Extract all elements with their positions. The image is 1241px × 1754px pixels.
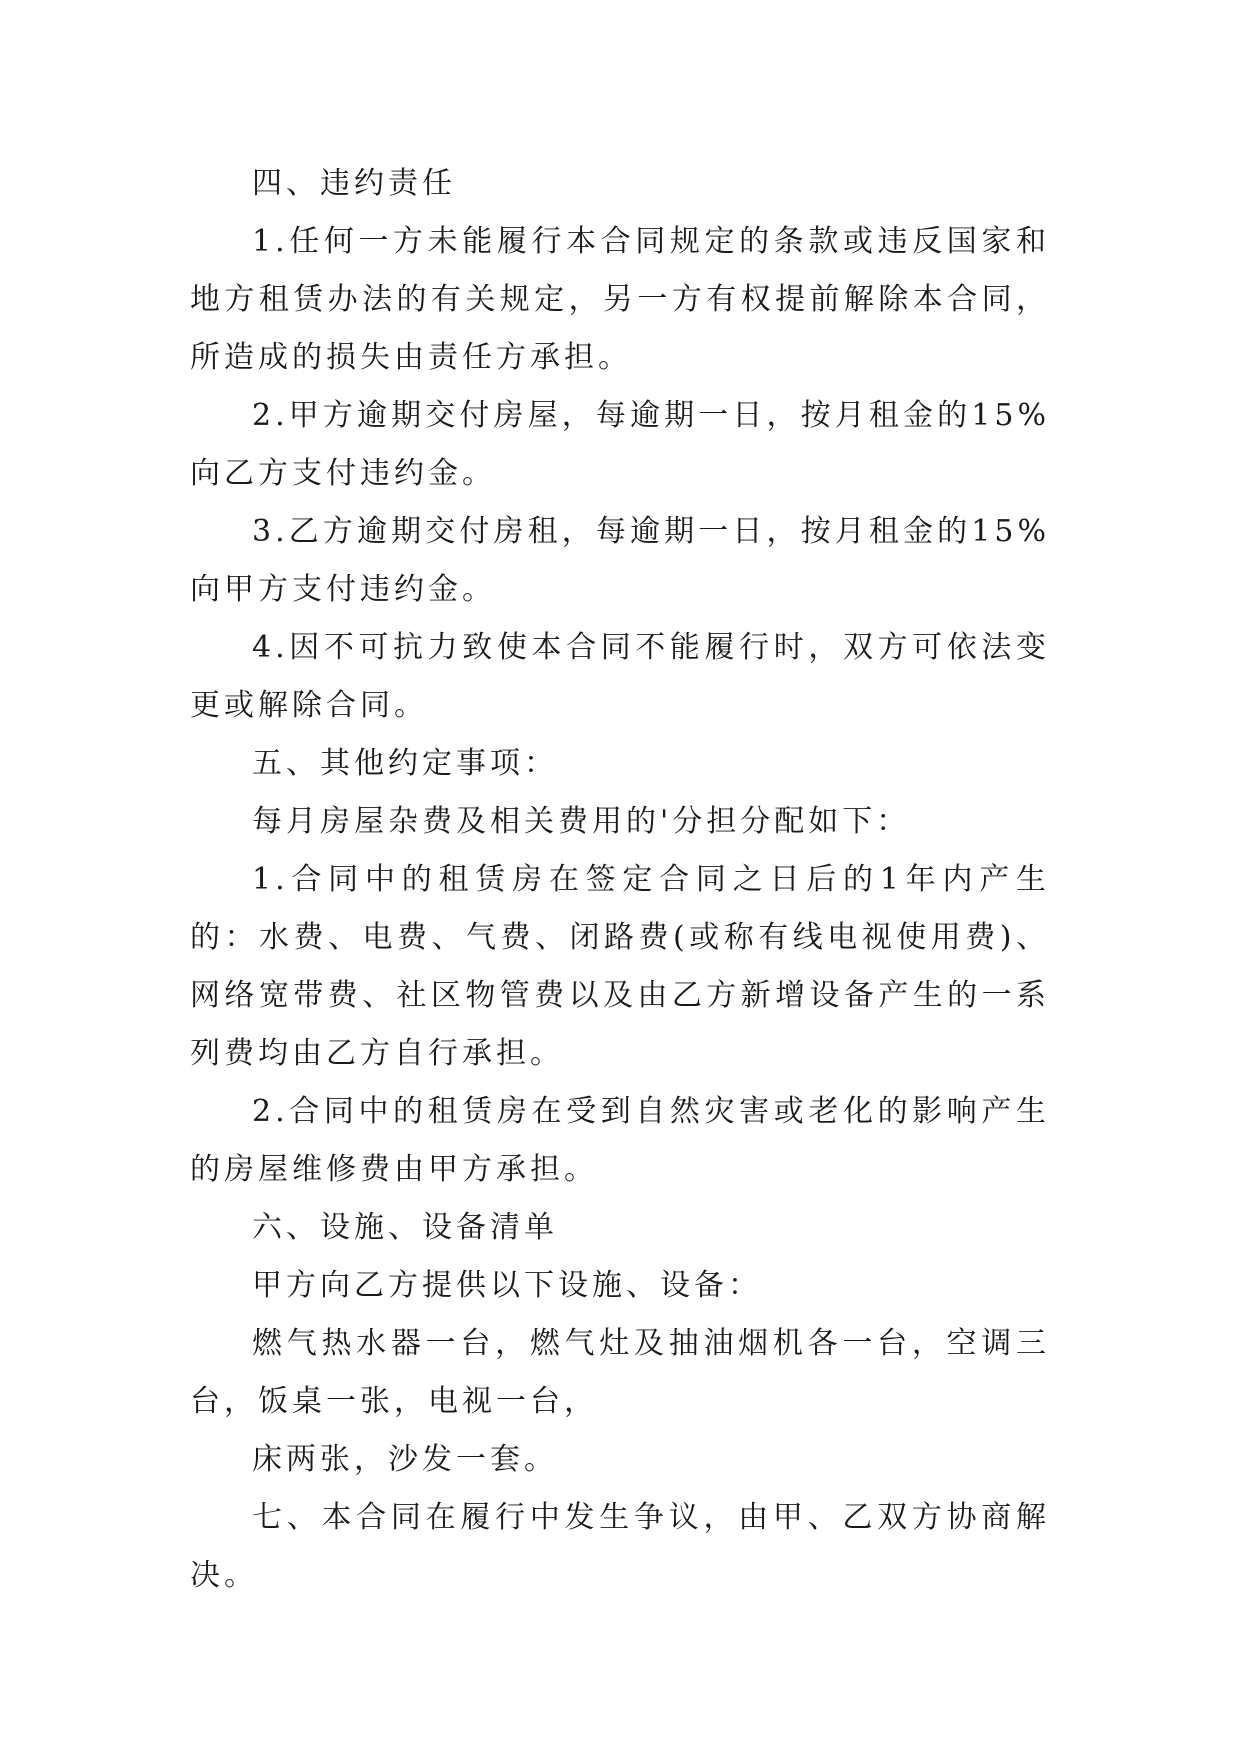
facilities-list-1: 燃气热水器一台，燃气灶及抽油烟机各一台，空调三台，饭桌一张，电视一台， [190,1326,1050,1419]
clause-breach-2: 2.甲方逾期交付房屋，每逾期一日，按月租金的15%向乙方支付违约金。 [190,398,1050,491]
clause-fees-2: 2.合同中的租赁房在受到自然灾害或老化的影响产生的房屋维修费由甲方承担。 [190,1094,1050,1187]
facilities-intro: 甲方向乙方提供以下设施、设备： [252,1268,762,1303]
facilities-list-2: 床两张，沙发一套。 [252,1442,558,1477]
section-heading-dispute: 七、本合同在履行中发生争议，由甲、乙双方协商解决。 [190,1500,1050,1593]
section-heading-facilities: 六、设施、设备清单 [252,1210,558,1245]
clause-breach-3: 3.乙方逾期交付房租，每逾期一日，按月租金的15%向甲方支付违约金。 [190,514,1050,607]
document-body [190,155,1050,1605]
clause-breach-4: 4.因不可抗力致使本合同不能履行时，双方可依法变更或解除合同。 [190,630,1050,723]
section-heading-breach-liability: 四、违约责任 [252,166,456,201]
other-terms-intro: 每月房屋杂费及相关费用的'分担分配如下： [252,804,911,839]
clause-fees-1: 1.合同中的租赁房在签定合同之日后的1年内产生的：水费、电费、气费、闭路费(或称有线电视使用费)、网络宽带费、社区物管费以及由乙方新增设备产生的一系列费均由乙方自行承担。 [190,862,1050,1071]
clause-breach-1: 1.任何一方未能履行本合同规定的条款或违反国家和地方租赁办法的有关规定，另一方有权提前解除本合同，所造成的损失由责任方承担。 [190,224,1050,375]
section-heading-other-terms: 五、其他约定事项： [252,746,558,781]
